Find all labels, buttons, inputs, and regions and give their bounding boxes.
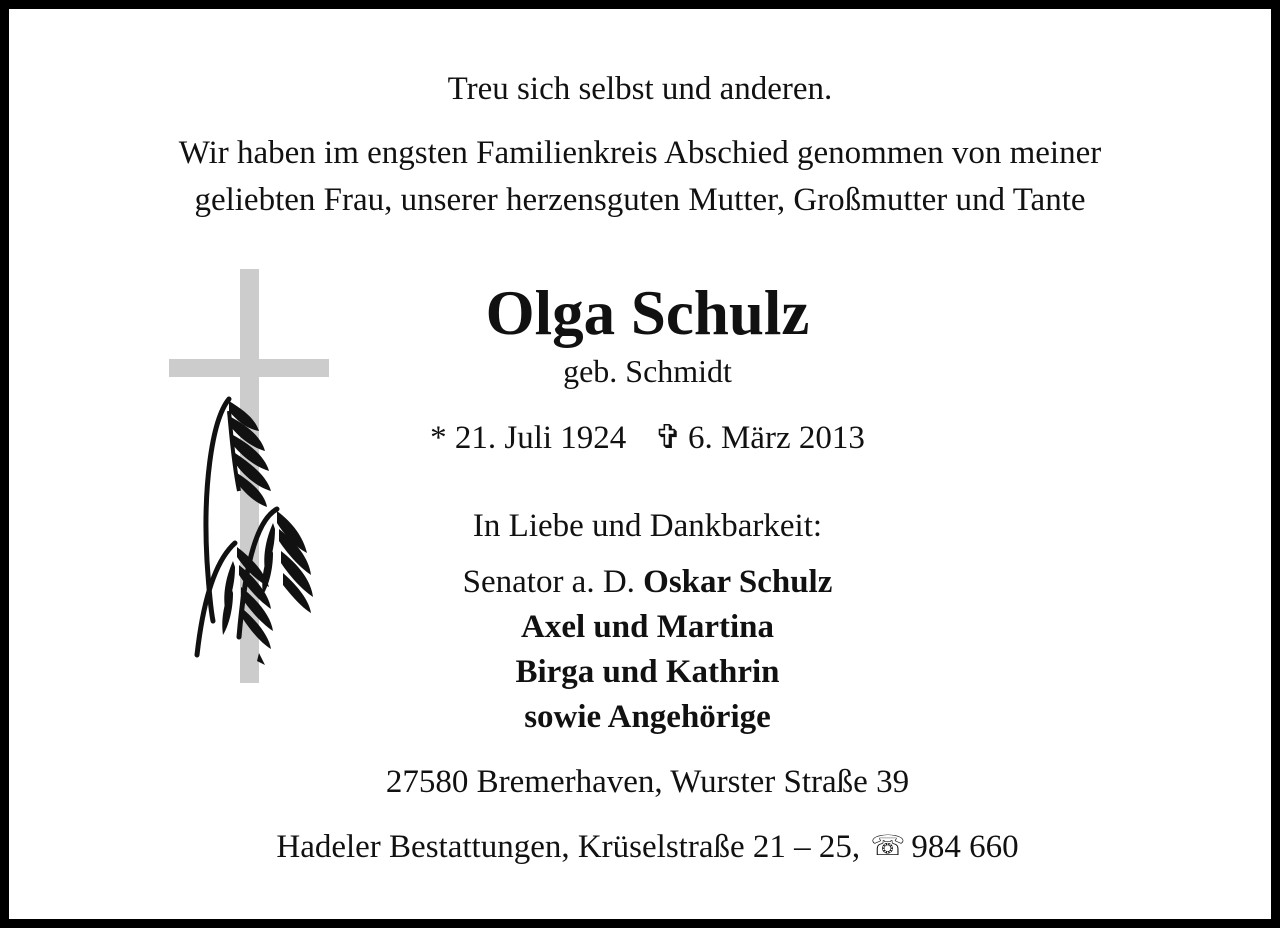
death-date: 6. März 2013 [687,420,865,456]
telephone-icon: ☏ [870,831,906,862]
undertaker-name: Hadeler Bestattungen, Krüselstraße 21 – 25, [276,829,861,865]
mourner-1-title: Senator a. D. [462,564,635,600]
intro-text-line-1: Wir haben im engsten Familienkreis Abschied genommen von meiner [178,135,1102,171]
mourner-2: Axel und Martina [520,609,774,645]
intro-text-line-2: geliebten Frau, unserer herzensguten Mutter, Großmutter und Tante [194,182,1086,218]
death-cross-icon: ✞ [654,420,682,456]
family-address: 27580 Bremerhaven, Wurster Straße 39 [385,764,910,800]
undertaker-line [9,829,1271,866]
phone-number: 984 660 [911,829,1019,865]
thanks-line: In Liebe und Dankbarkeit: [472,508,823,544]
deceased-name: Olga Schulz [485,278,810,348]
mourner-4: sowie Angehörige [524,699,771,735]
mourner-3: Birga und Kathrin [515,654,780,690]
birth-date: * 21. Juli 1924 [430,420,627,456]
maiden-name: geb. Schmidt [563,353,732,389]
mourner-1-name: Oskar Schulz [643,564,833,600]
motto: Treu sich selbst und anderen. [447,71,833,107]
life-dates [9,417,1271,457]
mourner-1 [9,564,1271,601]
